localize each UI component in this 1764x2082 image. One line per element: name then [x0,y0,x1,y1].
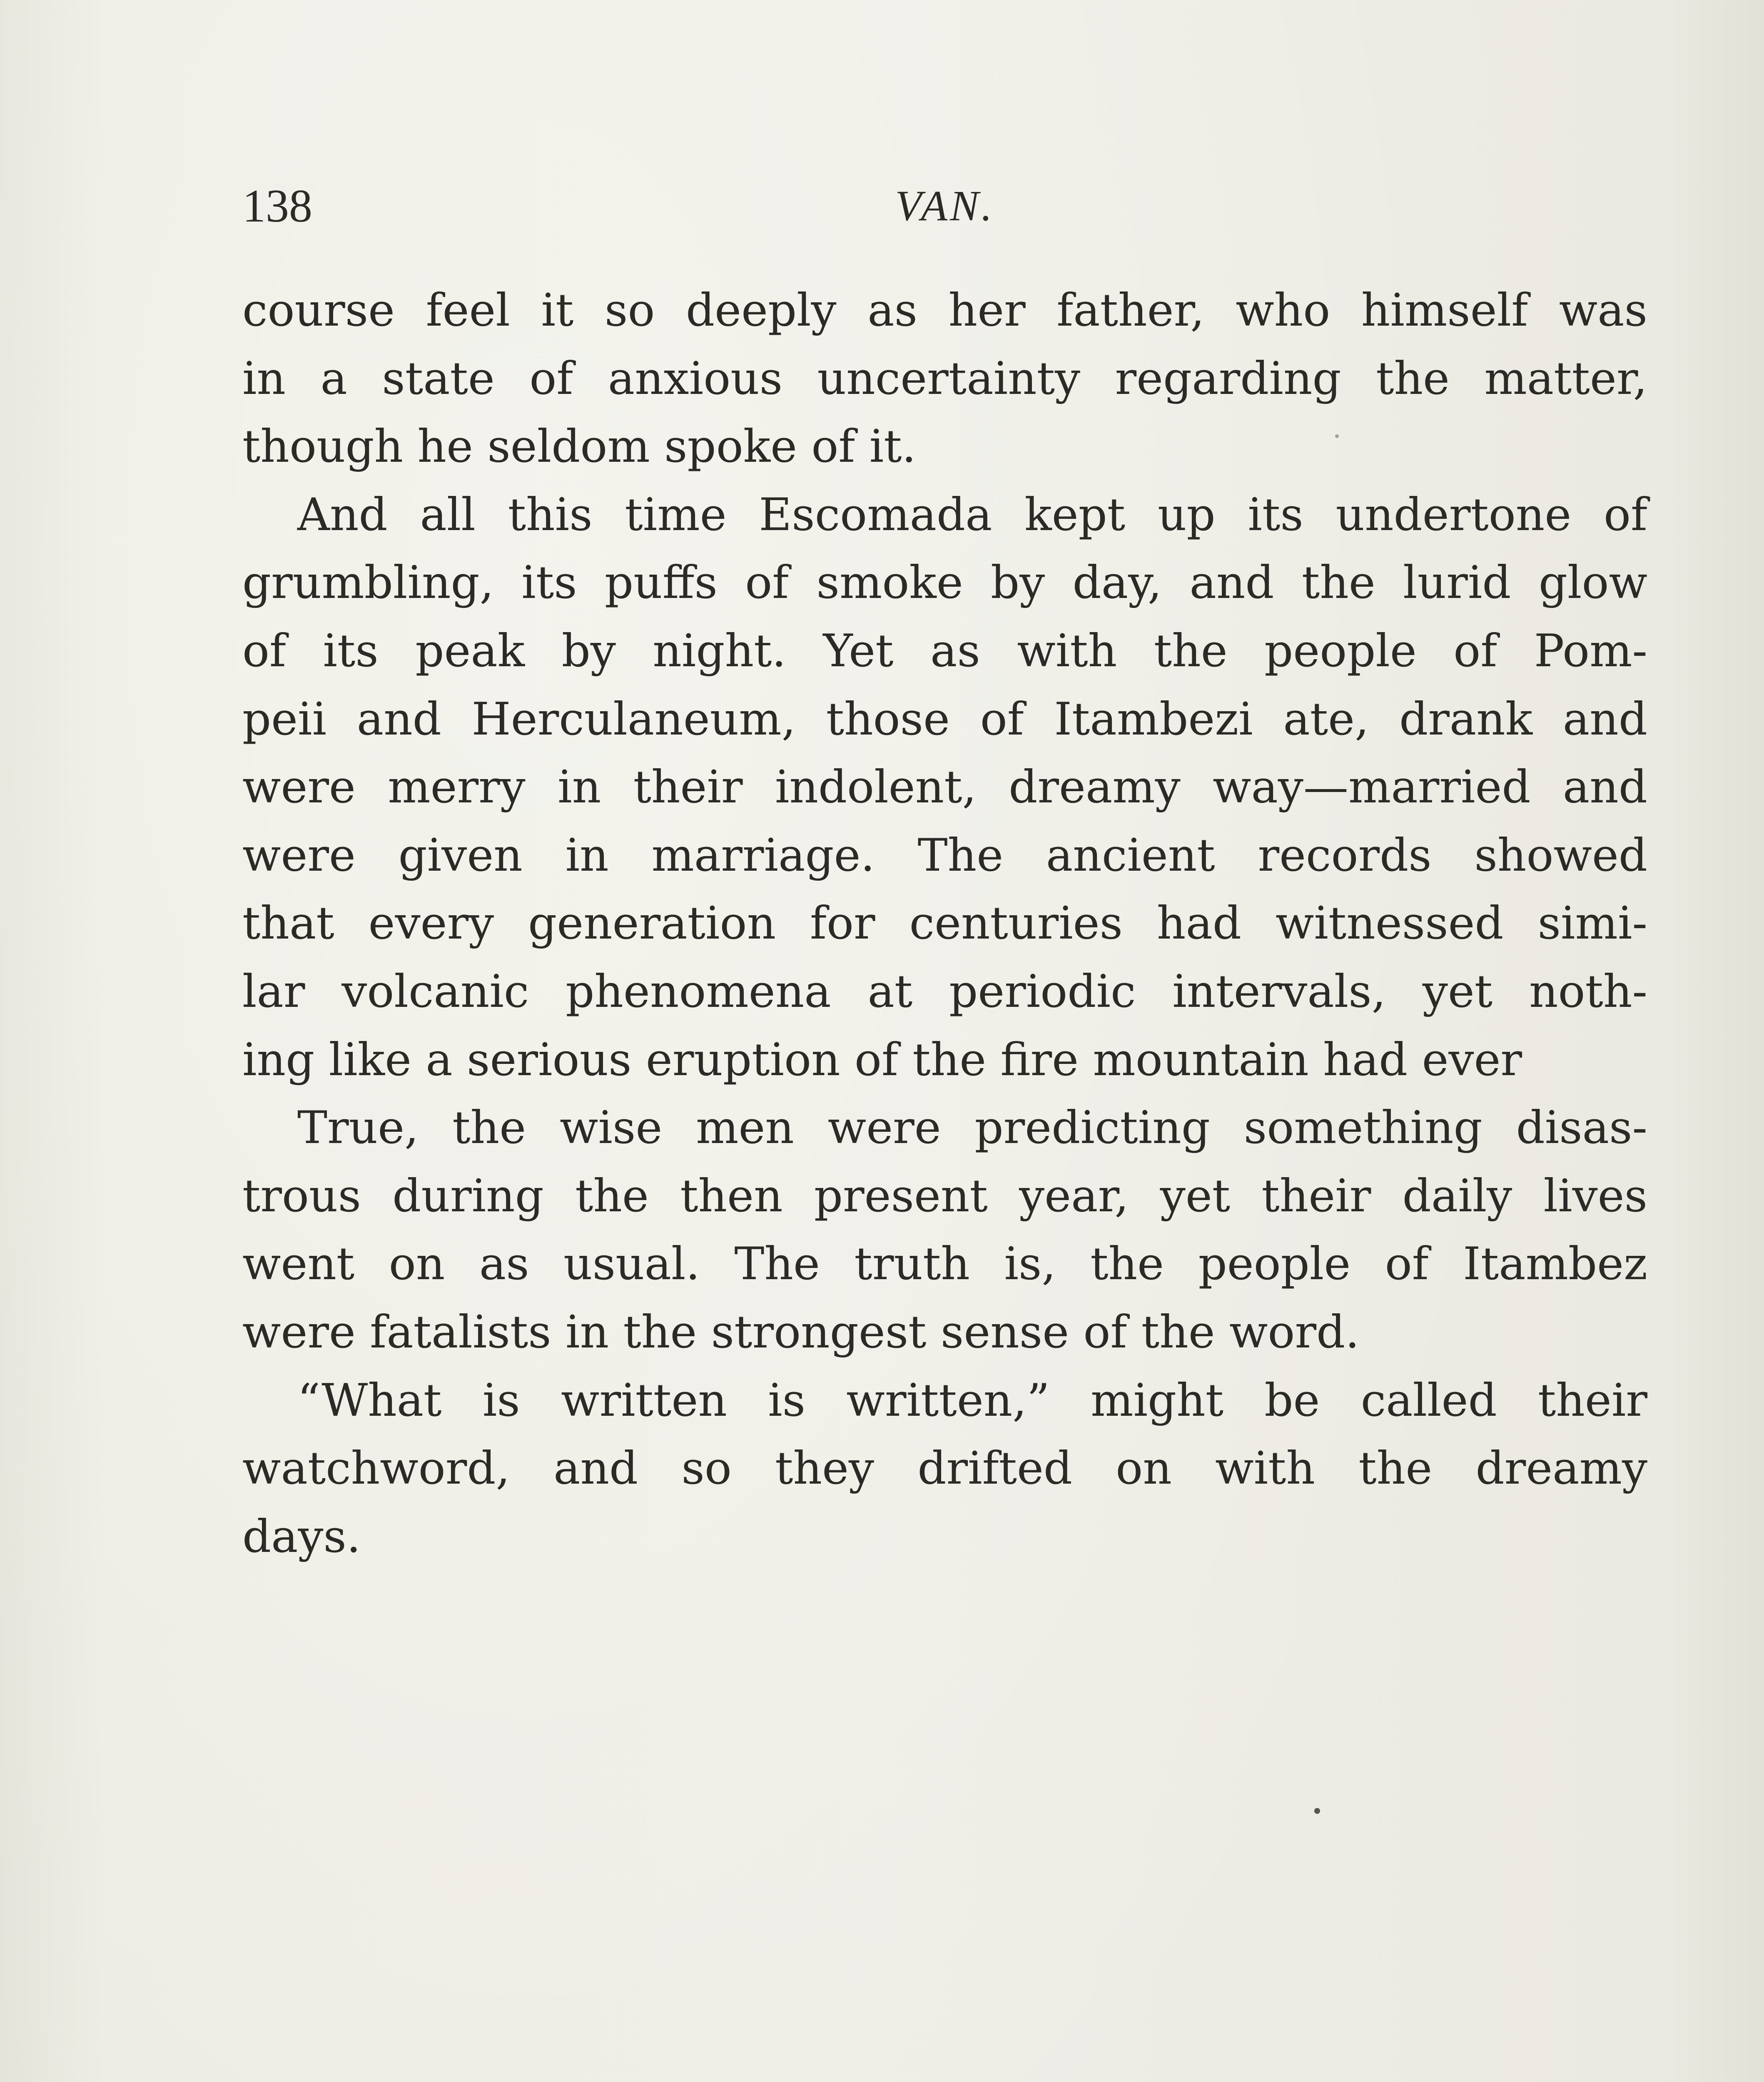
text-line: went on as usual. The truth is, the people of Itambez [242,1238,1647,1290]
body-text [242,276,1647,1571]
text-line: in a state of anxious uncertainty regarding the matter, [242,352,1647,405]
page-number: 138 [242,180,312,232]
text-line: were given in marriage. The ancient records showed [242,829,1647,882]
text-line: True, the wise men were predicting something disas- [297,1102,1647,1154]
text-line: days. [242,1510,361,1563]
text-line: were fatalists in the strongest sense of the word. [242,1306,1360,1358]
paragraph-line-end [242,413,1647,481]
text-line: watchword, and so they drifted on with the dreamy [242,1442,1647,1495]
text-line: that every generation for centuries had witnessed simi- [242,897,1647,950]
text-line: course feel it so deeply as her father, who himself was [242,284,1647,336]
paragraph-line-end [242,1503,1647,1571]
text-line: lar volcanic phenomena at periodic intervals, yet noth- [242,965,1647,1018]
paragraph-line-end [242,1298,1647,1367]
text-line: were merry in their indolent, dreamy way—married and [242,761,1647,814]
paragraph [242,481,1647,1026]
text-line: grumbling, its puffs of smoke by day, and the lurid glow [242,557,1647,609]
text-line: though he seldom spoke of it. [242,421,916,473]
text-line: And all this time Escomada kept up its undertone of [297,488,1647,541]
paragraph [242,1094,1647,1298]
text-line: trous during the then present year, yet their daily lives [242,1170,1647,1222]
paragraph [242,276,1647,413]
text-line: peii and Herculaneum, those of Itambezi ate, drank and [242,693,1647,745]
paper-speck [1335,434,1339,438]
running-head [242,175,1647,237]
text-line: of its peak by night. Yet as with the people of Pom- [242,625,1647,677]
text-line: ing like a serious eruption of the fire mountain had ever [242,1034,1522,1086]
paper-speck [1314,1808,1320,1814]
running-title: VAN. [895,182,995,230]
paragraph [242,1367,1647,1503]
paragraph-line-end [242,1026,1647,1094]
text-line: “What is written is written,” might be called their [297,1374,1647,1427]
